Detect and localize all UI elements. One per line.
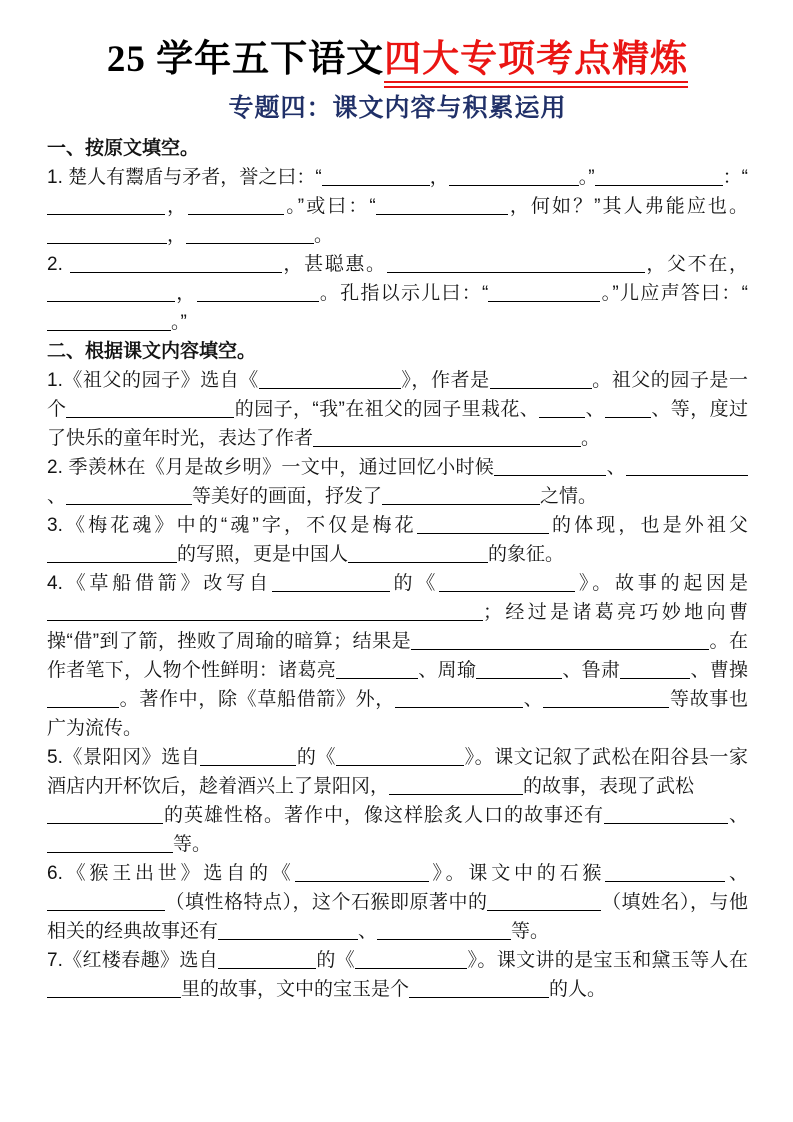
text-run: 、 bbox=[522, 689, 544, 710]
fill-in-blank bbox=[200, 749, 296, 766]
fill-in-blank bbox=[409, 981, 549, 998]
fill-in-blank bbox=[543, 691, 669, 708]
text-run: 2. bbox=[47, 254, 70, 275]
text-run: ，甚聪惠。 bbox=[281, 254, 387, 275]
fill-in-blank bbox=[377, 923, 511, 940]
section-two-heading bbox=[47, 337, 748, 366]
fill-in-blank bbox=[47, 691, 119, 708]
text-run: 等。 bbox=[173, 834, 212, 855]
section-one-heading bbox=[47, 134, 748, 163]
text-run: 的人。 bbox=[549, 979, 607, 1000]
question-1-2 bbox=[47, 250, 748, 337]
fill-in-blank bbox=[218, 923, 358, 940]
fill-in-blank bbox=[626, 459, 748, 476]
text-run: 的《 bbox=[316, 950, 356, 971]
question-2-2 bbox=[47, 453, 748, 511]
text-run: ；经过是诸葛亮巧妙地向曹操“借”到了箭，挫败了周瑜的暗算；结果是 bbox=[47, 602, 748, 652]
page-title-black-part: 25 学年五下语文 bbox=[106, 39, 385, 80]
text-run: 的故事，表现了武松 bbox=[523, 776, 695, 797]
text-run: 里的故事，文中的宝玉是个 bbox=[181, 979, 410, 1000]
text-run: ， bbox=[429, 167, 449, 188]
text-run: 的写照，更是中国人 bbox=[177, 544, 349, 565]
fill-in-blank bbox=[605, 401, 651, 418]
fill-in-blank bbox=[439, 575, 575, 592]
text-run: ， bbox=[175, 283, 197, 304]
fill-in-blank bbox=[595, 169, 723, 186]
text-run: 。” bbox=[578, 167, 595, 188]
text-run: 。”儿应声答曰：“ bbox=[600, 283, 749, 304]
text-run: 6.《猴王出世》选自的《 bbox=[47, 863, 295, 884]
text-run: 二、根据课文内容填空。 bbox=[47, 341, 257, 362]
fill-in-blank bbox=[47, 546, 177, 563]
question-2-7 bbox=[47, 946, 748, 1004]
text-run: 。孔指以示儿曰：“ bbox=[318, 283, 489, 304]
text-run: 》。课文记叙了武松在阳谷县一家酒店内开杯饮后，趁着酒兴上了景阳冈， bbox=[47, 747, 748, 797]
text-run: ， bbox=[165, 196, 189, 217]
text-run: ，父不在， bbox=[644, 254, 748, 275]
fill-in-blank bbox=[348, 546, 488, 563]
page-subtitle: 专题四：课文内容与积累运用 bbox=[228, 94, 567, 122]
fill-in-blank bbox=[66, 488, 192, 505]
text-run: 。” bbox=[171, 312, 187, 333]
fill-in-blank bbox=[272, 575, 390, 592]
text-run: 、 bbox=[606, 457, 626, 478]
text-run: 、 bbox=[585, 399, 605, 420]
text-run: 、 bbox=[727, 805, 748, 826]
fill-in-blank bbox=[295, 865, 429, 882]
fill-in-blank bbox=[411, 633, 709, 650]
text-run: 、曹操 bbox=[690, 660, 748, 681]
text-run: 的体现，也是外祖父 bbox=[548, 515, 748, 536]
text-run: 之情。 bbox=[540, 486, 598, 507]
fill-in-blank bbox=[47, 894, 165, 911]
fill-in-blank bbox=[395, 691, 523, 708]
fill-in-blank bbox=[449, 169, 579, 186]
fill-in-blank bbox=[197, 285, 319, 302]
fill-in-blank bbox=[376, 198, 508, 215]
fill-in-blank bbox=[355, 952, 467, 969]
text-run: 。著作中，除《草船借箭》外， bbox=[119, 689, 395, 710]
text-run: （填性格特点），这个石猴即原著中的 bbox=[165, 892, 488, 913]
fill-in-blank bbox=[218, 952, 316, 969]
text-run: 1. 楚人有鬻盾与矛者，誉之曰：“ bbox=[47, 167, 322, 188]
fill-in-blank bbox=[188, 198, 284, 215]
text-run: 。 bbox=[581, 428, 601, 449]
fill-in-blank bbox=[488, 285, 600, 302]
fill-in-blank bbox=[382, 488, 540, 505]
text-run: 、 bbox=[725, 863, 748, 884]
page-title-red-part: 四大专项考点精炼 bbox=[384, 39, 688, 88]
page-title bbox=[47, 36, 748, 84]
fill-in-blank bbox=[487, 894, 601, 911]
text-run: 的《 bbox=[296, 747, 337, 768]
fill-in-blank bbox=[604, 807, 728, 824]
fill-in-blank bbox=[47, 604, 483, 621]
fill-in-blank bbox=[47, 285, 175, 302]
text-run: 》。课文讲的是宝玉和黛玉等人在 bbox=[467, 950, 748, 971]
fill-in-blank bbox=[186, 227, 314, 244]
question-2-1 bbox=[47, 366, 748, 453]
fill-in-blank bbox=[66, 401, 234, 418]
question-2-4 bbox=[47, 569, 748, 743]
text-run: 3.《梅花魂》中的“魂”字，不仅是梅花 bbox=[47, 515, 417, 536]
fill-in-blank bbox=[389, 778, 523, 795]
text-run: 。祖父的园子是一个 bbox=[47, 370, 748, 420]
text-run: 》，作者是 bbox=[400, 370, 490, 391]
text-run: ，何如？”其人弗能应也。 bbox=[507, 196, 748, 217]
text-run: 5.《景阳冈》选自 bbox=[47, 747, 201, 768]
text-run: 的英雄性格。著作中，像这样脍炙人口的故事还有 bbox=[163, 805, 604, 826]
fill-in-blank bbox=[70, 256, 282, 273]
fill-in-blank bbox=[47, 198, 165, 215]
text-run: 、周瑜 bbox=[418, 660, 477, 681]
fill-in-blank bbox=[476, 662, 562, 679]
text-run: 。在作者笔下，人物个性鲜明：诸葛亮 bbox=[47, 631, 748, 681]
worksheet-content bbox=[47, 134, 748, 1004]
text-run: 7.《红楼春趣》选自 bbox=[47, 950, 219, 971]
text-run: 2. 季羡林在《月是故乡明》一文中，通过回忆小时候 bbox=[47, 457, 495, 478]
question-1-1 bbox=[47, 163, 748, 250]
fill-in-blank bbox=[605, 865, 725, 882]
fill-in-blank bbox=[259, 372, 401, 389]
text-run: 的园子，“我”在祖父的园子里栽花、 bbox=[234, 399, 540, 420]
fill-in-blank bbox=[539, 401, 585, 418]
fill-in-blank bbox=[47, 314, 171, 331]
fill-in-blank bbox=[47, 836, 173, 853]
text-run: 、 bbox=[358, 921, 378, 942]
text-run: 的《 bbox=[389, 573, 440, 594]
fill-in-blank bbox=[336, 749, 464, 766]
question-2-5 bbox=[47, 743, 748, 859]
text-run: 等故事也广为流传。 bbox=[47, 689, 748, 739]
fill-in-blank bbox=[494, 459, 606, 476]
text-run: （填姓名），与他相关的经典故事还有 bbox=[47, 892, 748, 942]
fill-in-blank bbox=[313, 430, 581, 447]
text-run: ， bbox=[167, 225, 187, 246]
text-run: 、 bbox=[47, 486, 67, 507]
text-run: 等。 bbox=[511, 921, 550, 942]
question-2-6 bbox=[47, 859, 748, 946]
text-run: 》。课文中的石猴 bbox=[428, 863, 606, 884]
fill-in-blank bbox=[417, 517, 549, 534]
text-run: 1.《祖父的园子》选自《 bbox=[47, 370, 259, 391]
text-run: 。”或曰：“ bbox=[284, 196, 376, 217]
fill-in-blank bbox=[490, 372, 592, 389]
fill-in-blank bbox=[322, 169, 430, 186]
fill-in-blank bbox=[47, 227, 167, 244]
text-run: 4.《草船借箭》改写自 bbox=[47, 573, 272, 594]
text-run: ：“ bbox=[722, 167, 749, 188]
fill-in-blank bbox=[387, 256, 645, 273]
text-run: 的象征。 bbox=[488, 544, 565, 565]
text-run: 、鲁肃 bbox=[562, 660, 621, 681]
text-run: 、等，度过了快乐的童年时光，表达了作者 bbox=[47, 399, 748, 449]
question-2-3 bbox=[47, 511, 748, 569]
fill-in-blank bbox=[47, 807, 163, 824]
text-run: 等美好的画面，抒发了 bbox=[192, 486, 383, 507]
text-run: 》。故事的起因是 bbox=[575, 573, 748, 594]
text-run: 一、按原文填空。 bbox=[47, 138, 200, 159]
fill-in-blank bbox=[336, 662, 418, 679]
text-run: 。 bbox=[314, 225, 334, 246]
fill-in-blank bbox=[620, 662, 690, 679]
fill-in-blank bbox=[47, 981, 181, 998]
